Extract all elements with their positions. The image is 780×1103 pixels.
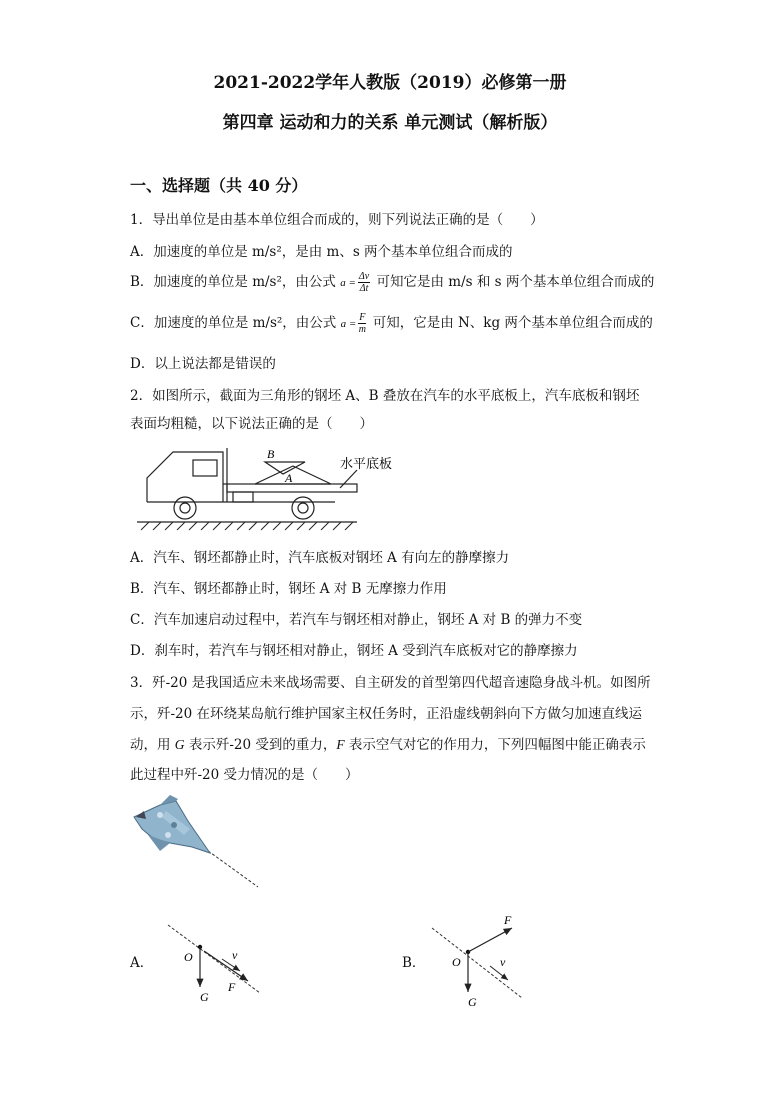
wheel-rear	[292, 497, 314, 519]
q1-option-c-pre: C．加速度的单位是 m/s²，由公式	[130, 315, 337, 331]
q1-option-a: A．加速度的单位是 m/s²，是由 m、s 两个基本单位组合而成的	[130, 244, 513, 260]
floor-label-pointer	[340, 470, 357, 488]
q3-stem-line3-b: 表示歼-20 受到的重力，	[188, 737, 337, 753]
q3-option-a-label: A．	[130, 955, 154, 971]
q1-option-b-denominator: Δt	[359, 283, 369, 294]
q1-option-c-fraction	[358, 312, 366, 335]
diagram-b-v-label: v	[500, 955, 506, 969]
diagram-a-o-label: O	[184, 950, 193, 964]
q1-option-d: D．以上说法都是错误的	[130, 356, 276, 372]
diagram-a-path	[168, 925, 260, 993]
diagram-b-o-label: O	[452, 955, 461, 969]
page-title-line1: 2021-2022学年人教版（2019）必修第一册	[213, 73, 567, 93]
q3-stem-line1: 3．歼-20 是我国适应未来战场需要、自主研发的首型第四代超音速隐身战斗机。如图所	[130, 675, 651, 691]
diagram-a-v-label: v	[232, 948, 238, 962]
q3-stem-symbol-f: F	[336, 737, 345, 752]
q1-option-c-numerator: F	[359, 312, 366, 323]
truck-bed	[227, 484, 357, 492]
diagram-a-force-arrow	[204, 951, 248, 981]
q2-stem-line1: 2．如图所示，截面为三角形的钢坯 A、B 叠放在汽车的水平底板上，汽车底板和钢坯	[130, 388, 640, 404]
q3-stem-line3	[130, 733, 646, 753]
q1-stem: 1．导出单位是由基本单位组合而成的，则下列说法正确的是（ ）	[130, 212, 544, 228]
q1-option-c-denominator: m	[358, 324, 366, 335]
floor-label: 水平底板	[340, 456, 393, 471]
force-diagram-a	[160, 915, 270, 1010]
jet-body	[134, 795, 210, 853]
billet-b-label: B	[267, 447, 275, 461]
billet-a-label: A	[285, 471, 293, 485]
q3-stem-symbol-g: G	[174, 737, 185, 752]
q3-stem-line3-a: 动，用	[130, 737, 171, 753]
diagram-b-force-arrow	[468, 928, 512, 952]
q3-stem-line3-c: 表示空气对它的作用力，下列四幅图中能正确表示	[348, 737, 646, 753]
truck-window	[193, 460, 217, 476]
diagram-b-path	[432, 928, 522, 998]
q1-option-b-post: 可知它是由 m/s 和 s 两个基本单位组合而成的	[376, 274, 655, 290]
q3-stem-line2: 示，歼-20 在环绕某岛航行维护国家主权任务时，正沿虚线朝斜向下方做匀加速直线运	[130, 706, 643, 722]
q2-option-d: D．刹车时，若汽车与钢坯相对静止，钢坯 A 受到汽车底板对它的静摩擦力	[130, 643, 578, 659]
section-heading: 一、选择题（共 40 分）	[130, 176, 308, 195]
q2-option-a: A．汽车、钢坯都静止时，汽车底板对钢坯 A 有向左的静摩擦力	[130, 550, 510, 566]
q3-option-b-label: B．	[402, 955, 426, 971]
q2-option-b: B．汽车、钢坯都静止时，钢坯 A 对 B 无摩擦力作用	[130, 581, 447, 597]
q1-option-c	[130, 311, 653, 335]
q2-option-c: C．汽车加速启动过程中，若汽车与钢坯相对静止，钢坯 A 对 B 的弹力不变	[130, 612, 583, 628]
diagram-a-f-label: F	[228, 980, 236, 994]
q3-stem-line4: 此过程中歼-20 受力情况的是（ ）	[130, 767, 359, 783]
diagram-a-g-label: G	[200, 990, 209, 1004]
diagram-b-f-label: F	[504, 913, 512, 927]
q1-option-b-fraction	[358, 271, 370, 294]
q1-option-b	[130, 270, 654, 294]
page-title-line2: 第四章 运动和力的关系 单元测试（解析版）	[222, 113, 558, 133]
q2-stem-line2: 表面均粗糙，以下说法正确的是（ ）	[130, 416, 373, 432]
diagram-b-g-label: G	[468, 995, 477, 1009]
truck-figure	[135, 440, 425, 532]
q1-option-c-formula-lhs: a =	[340, 318, 357, 330]
q1-option-c-post: 可知，它是由 N、kg 两个基本单位组合而成的	[372, 315, 653, 331]
q1-option-b-numerator: Δv	[358, 271, 370, 282]
force-diagram-b	[428, 910, 538, 1010]
q1-option-b-formula-lhs: a =	[340, 277, 356, 289]
jet-figure	[130, 795, 265, 890]
q1-option-b-pre: B．加速度的单位是 m/s²，由公式	[130, 274, 336, 290]
wheel-front	[174, 497, 196, 519]
